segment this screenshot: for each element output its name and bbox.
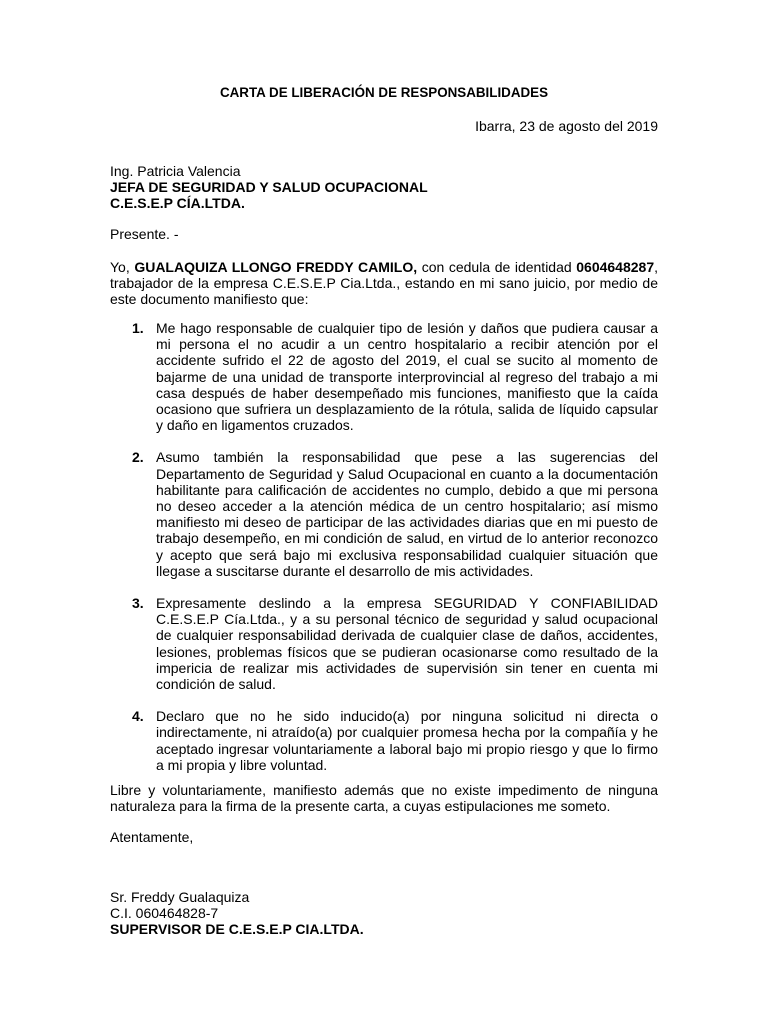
list-item-text: Me hago responsable de cualquier tipo de lesión y daños que pudiera causar a mi persona el no acudir a un centro hospitalario a recibir atención por el accidente sufrido el 22 de agosto del 2019, el cual se sucito al momento de bajarme de una unidad de transporte interprovincial al regreso del trabajo a mi casa después de haber desempeñado mis funciones, manifiesto que la caída ocasiono que sufriera un desplazamiento de la rótula, salida de líquido capsular y daño en ligamentos cruzados. <box>156 320 658 434</box>
list-item-number: 1. <box>132 320 144 336</box>
addressee-position: JEFA DE SEGURIDAD Y SALUD OCUPACIONAL <box>110 179 428 196</box>
closing-salutation: Atentamente, <box>110 829 194 845</box>
signer-name: Sr. Freddy Gualaquiza <box>110 889 250 905</box>
addressee-block <box>110 163 428 212</box>
list-item <box>110 449 658 579</box>
signer-role: SUPERVISOR DE C.E.S.E.P CIA.LTDA. <box>110 921 364 938</box>
addressee-company: C.E.S.E.P CÍA.LTDA. <box>110 195 245 212</box>
list-item-text: Asumo también la responsabilidad que pese a las sugerencias del Departamento de Seguridad y Salud Ocupacional en cuanto a la documentación habilitante para calificación de accidentes no cumplo, debido a que mi persona no deseo acceder a la atención médica de un centro hospitalario; así mismo manifiesto mi deseo de participar de las actividades diarias que en mi puesto de trabajo desempeño, en mi condición de salud, en virtud de lo anterior reconozco y acepto que será bajo mi exclusiva responsabilidad cualquier situación que llegase a suscitarse durante el desarrollo de mis actividades. <box>156 449 658 579</box>
list-item-number: 4. <box>132 708 144 725</box>
closing-paragraph: Libre y voluntariamente, manifiesto además que no existe impedimento de ninguna naturaleza para la firma de la presente carta, a cuyas estipulaciones me someto. <box>110 782 658 815</box>
list-item-text: Declaro que no he sido inducido(a) por ninguna solicitud ni directa o indirectamente, ni atraído(a) por cualquier promesa hecha por la compañía y he aceptado ingresar voluntariamente a laboral bajo mi propio riesgo y que lo firmo a mi propia y libre voluntad. <box>156 708 658 773</box>
letter-title: CARTA DE LIBERACIÓN DE RESPONSABILIDADES <box>219 85 549 100</box>
intro-paragraph <box>110 259 658 308</box>
addressee-name: Ing. Patricia Valencia <box>110 163 241 179</box>
signer-ci: C.I. 060464828-7 <box>110 905 219 922</box>
list-item <box>110 595 658 692</box>
list-item-number: 3. <box>132 595 144 612</box>
list-item <box>110 708 658 773</box>
list-item-text: Expresamente deslindo a la empresa SEGURIDAD Y CONFIABILIDAD C.E.S.E.P Cía.Ltda., y a su personal técnico de seguridad y salud ocupacional de cualquier responsabilidad derivada de cualquier clase de daños, accidentes, lesiones, problemas físicos que se pudieran ocasionarse como resultado de la impericia de realizar mis actividades de supervisión sin tener en cuenta mi condición de salud. <box>156 595 658 693</box>
letter-date: Ibarra, 23 de agosto del 2019 <box>475 118 658 134</box>
intro-part1: Yo, <box>110 259 135 275</box>
intro-part2: con cedula de identidad <box>417 259 577 275</box>
statement-list <box>110 320 658 773</box>
intro-name: GUALAQUIZA LLONGO FREDDY CAMILO, <box>134 259 418 275</box>
list-item-number: 2. <box>132 449 144 466</box>
intro-part3: , trabajador de la empresa C.E.S.E.P Cia.Ltda., estando en mi sano juicio, por medio de este documento manifiesto que: <box>110 259 659 308</box>
intro-id-number: 0604648287 <box>576 259 655 275</box>
signature-block <box>110 889 364 938</box>
greeting: Presente. - <box>110 226 179 242</box>
list-item <box>110 320 658 433</box>
